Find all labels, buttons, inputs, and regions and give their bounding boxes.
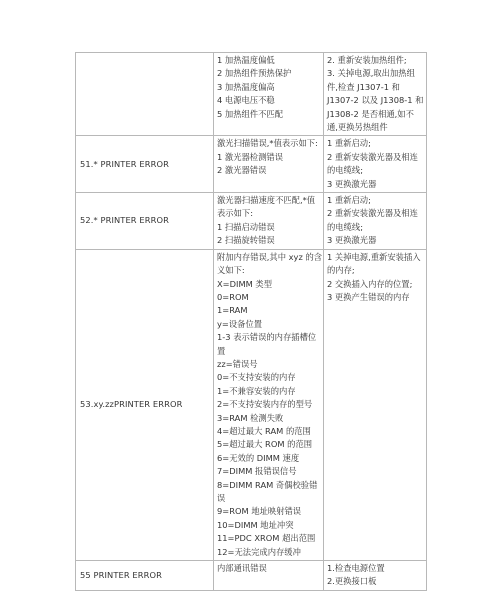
- error-solution-cell: [324, 561, 427, 591]
- error-code-cell: 51.* PRINTER ERROR: [76, 136, 214, 193]
- cause-line: 7=DIMM 报错误信号: [217, 466, 297, 477]
- error-cause-cell: [214, 249, 324, 560]
- error-solution-cell: [324, 53, 427, 136]
- error-code-cell: [76, 53, 214, 136]
- solution-line: 2. 重新安装加热组件;: [327, 55, 407, 65]
- solution-line: 1 关掉电源,重新安装插入: [327, 251, 421, 262]
- table-row: [76, 136, 427, 193]
- solution-line: 1 重新启动;: [327, 138, 371, 149]
- cause-line: 5 加热组件不匹配: [217, 108, 283, 119]
- solution-line: 2 重新安装激光器及相连: [327, 151, 418, 162]
- error-code-cell: 53.xy.zzPRINTER ERROR: [76, 249, 214, 560]
- error-solution-cell: [324, 249, 427, 560]
- solution-line: 2 重新安装激光器及相连: [327, 208, 418, 219]
- error-solution-cell: [324, 136, 427, 193]
- cause-line: 2=不支持安装内存的型号: [217, 399, 313, 410]
- cause-line: 激光器扫描速度不匹配,*值: [217, 195, 316, 206]
- solution-line: 通,更换另热组件: [327, 122, 388, 133]
- cause-line: 2 加热组件预热保护: [217, 68, 292, 79]
- cause-line: 内部通讯错误: [217, 563, 267, 574]
- cause-line: 0=ROM: [217, 291, 249, 302]
- cause-line: 11=PDC XROM 超出范围: [217, 533, 316, 544]
- cause-line: 4=超过最大 RAM 的范围: [217, 425, 311, 436]
- table-row: [76, 53, 427, 136]
- solution-line: 3. 关掉电源,取出加热组: [327, 68, 415, 79]
- cause-line: 4 电源电压不稳: [217, 95, 275, 106]
- error-cause-cell: [214, 193, 324, 250]
- solution-line: 3 更换激光器: [327, 178, 377, 189]
- cause-line: 12=无法完成内存缓冲: [217, 546, 301, 557]
- cause-line: 附加内存错误,其中 xyz 的含: [217, 251, 323, 262]
- cause-line: 1 加热温度偏低: [217, 55, 275, 65]
- solution-line: 2.更换接口板: [327, 576, 377, 587]
- solution-line: 1 重新启动;: [327, 195, 371, 206]
- cause-line: zz=错误号: [217, 358, 258, 369]
- cause-line: 1=不兼容安装的内存: [217, 385, 296, 396]
- cause-line: 3 加热温度偏高: [217, 81, 275, 92]
- cause-line: 10=DIMM 地址冲突: [217, 519, 294, 530]
- solution-line: 的电缆线;: [327, 221, 363, 232]
- cause-line: 义如下:: [217, 265, 245, 276]
- solution-line: 的电缆线;: [327, 165, 363, 176]
- cause-line: 0=不支持安装的内存: [217, 372, 296, 383]
- cause-line: 误: [217, 493, 226, 503]
- solution-line: 2 交换插入内存的位置;: [327, 278, 413, 289]
- error-code-cell: 55 PRINTER ERROR: [76, 561, 214, 591]
- cause-line: 8=DIMM RAM 奇偶校验错: [217, 479, 318, 490]
- cause-line: 5=超过最大 ROM 的范围: [217, 439, 313, 450]
- cause-line: 2 激光器错误: [217, 165, 267, 176]
- cause-line: 9=ROM 地址映射错误: [217, 506, 302, 517]
- table-body: [76, 53, 427, 591]
- solution-line: 件,检查 J1307-1 和: [327, 81, 400, 92]
- cause-line: 3=RAM 检测失败: [217, 412, 284, 423]
- table-row: [76, 561, 427, 591]
- error-cause-cell: [214, 136, 324, 193]
- cause-line: X=DIMM 类型: [217, 278, 273, 289]
- cause-line: 置: [217, 345, 226, 356]
- table-row: [76, 193, 427, 250]
- solution-line: 的内存;: [327, 265, 355, 276]
- cause-line: 2 扫描旋转错误: [217, 235, 275, 246]
- cause-line: 激光扫描错误,*值表示如下:: [217, 138, 318, 149]
- error-cause-cell: [214, 561, 324, 591]
- cause-line: 6=无效的 DIMM 速度: [217, 452, 300, 463]
- solution-line: J1307-2 以及 J1308-1 和: [327, 95, 424, 106]
- cause-line: 1=RAM: [217, 305, 248, 316]
- cause-line: 1 激光器检测错误: [217, 151, 283, 162]
- error-cause-cell: [214, 53, 324, 136]
- error-code-cell: 52.* PRINTER ERROR: [76, 193, 214, 250]
- solution-line: J1308-2 是否相通,如不: [327, 108, 414, 119]
- table-row: [76, 249, 427, 560]
- cause-line: y=设备位置: [217, 318, 263, 329]
- cause-line: 表示如下:: [217, 208, 253, 219]
- error-solution-cell: [324, 193, 427, 250]
- solution-line: 3 更换产生错误的内存: [327, 291, 410, 302]
- solution-line: 3 更换激光器: [327, 235, 377, 246]
- cause-line: 1 扫描启动错误: [217, 221, 275, 232]
- solution-line: 1.检查电源位置: [327, 563, 385, 574]
- error-code-table: [75, 52, 427, 591]
- cause-line: 1-3 表示错误的内存插槽位: [217, 332, 317, 343]
